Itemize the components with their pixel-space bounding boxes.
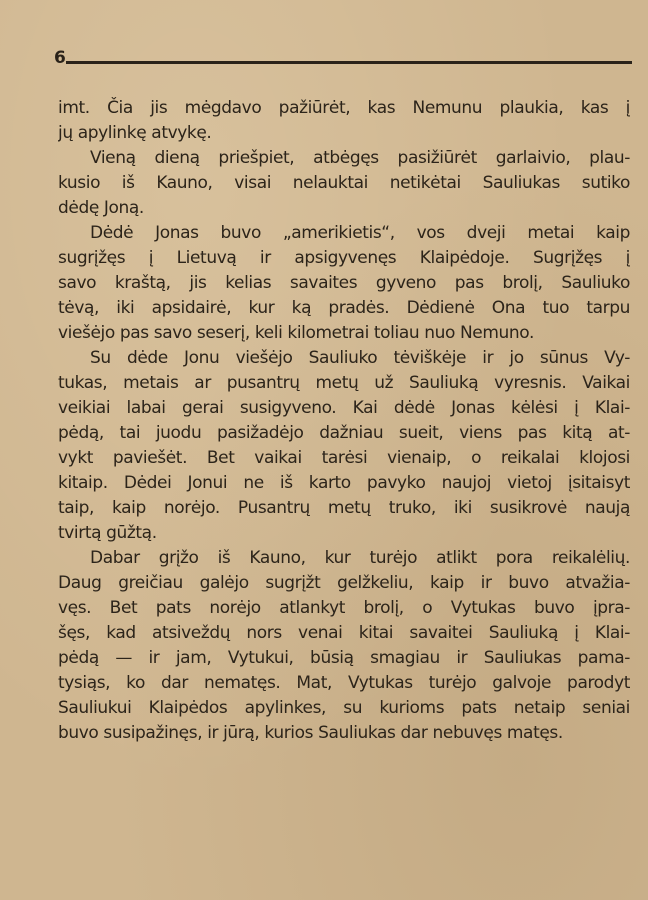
text-line: kitaip. Dėdei Jonui ne iš karto pavyko naujoj vietoj įsitaisyt xyxy=(58,473,630,493)
text-line: taip, kaip norėjo. Pusantrų metų truko, iki susikrovė naują xyxy=(58,498,630,518)
text-line: tėvą, iki apsidairė, kur ką pradės. Dėdienė Ona tuo tarpu xyxy=(58,298,630,318)
text-line: savo kraštą, jis kelias savaites gyveno pas brolį, Sauliuko xyxy=(58,273,630,293)
body-text xyxy=(58,96,630,746)
text-line: kusio iš Kauno, visai nelauktai netikėtai Sauliukas sutiko xyxy=(58,173,630,193)
text-line: vęs. Bet pats norėjo atlankyt brolį, o Vytukas buvo įpra- xyxy=(58,598,630,618)
text-line: sugrįžęs į Lietuvą ir apsigyvenęs Klaipėdoje. Sugrįžęs į xyxy=(58,248,630,268)
text-line: tukas, metais ar pusantrų metų už Sauliuką vyresnis. Vaikai xyxy=(58,373,630,393)
text-line: Su dėde Jonu viešėjo Sauliuko tėviškėje ir jo sūnus Vy- xyxy=(90,348,630,368)
text-line: dėdę Joną. xyxy=(58,198,144,218)
text-line: veikiai labai gerai susigyveno. Kai dėdė Jonas kėlėsi į Klai- xyxy=(58,398,630,418)
text-line: tvirtą gūžtą. xyxy=(58,523,157,543)
text-line: Daug greičiau galėjo sugrįžt gelžkeliu, kaip ir buvo atvažia- xyxy=(58,573,630,593)
text-line: pėdą — ir jam, Vytukui, būsią smagiau ir Sauliukas pama- xyxy=(58,648,630,668)
text-line: Dabar grįžo iš Kauno, kur turėjo atlikt pora reikalėlių. xyxy=(90,548,630,568)
page-number: 6 xyxy=(54,48,66,68)
page-header xyxy=(54,46,632,70)
text-line: buvo susipažinęs, ir jūrą, kurios Sauliukas dar nebuvęs matęs. xyxy=(58,723,563,743)
text-line: šęs, kad atsiveždų nors venai kitai savaitei Sauliuką į Klai- xyxy=(58,623,630,643)
text-line: jų apylinkę atvykę. xyxy=(58,123,212,143)
text-line: Sauliukui Klaipėdos apylinkes, su kurioms pats netaip seniai xyxy=(58,698,630,718)
text-line: vykt paviešėt. Bet vaikai tarėsi vienaip, o reikalai klojosi xyxy=(58,448,630,468)
text-line: pėdą, tai juodu pasižadėjo dažniau sueit, viens pas kitą at- xyxy=(58,423,630,443)
text-line: tysiąs, ko dar nematęs. Mat, Vytukas turėjo galvoje parodyt xyxy=(58,673,630,693)
text-line: Vieną dieną priešpiet, atbėgęs pasižiūrėt garlaivio, plau- xyxy=(90,148,630,168)
header-rule xyxy=(66,61,632,64)
text-line: Dėdė Jonas buvo „amerikietis“, vos dveji metai kaip xyxy=(90,223,630,243)
text-line: imt. Čia jis mėgdavo pažiūrėt, kas Nemunu plaukia, kas į xyxy=(58,98,630,118)
text-line: viešėjo pas savo seserį, keli kilometrai toliau nuo Nemuno. xyxy=(58,323,534,343)
